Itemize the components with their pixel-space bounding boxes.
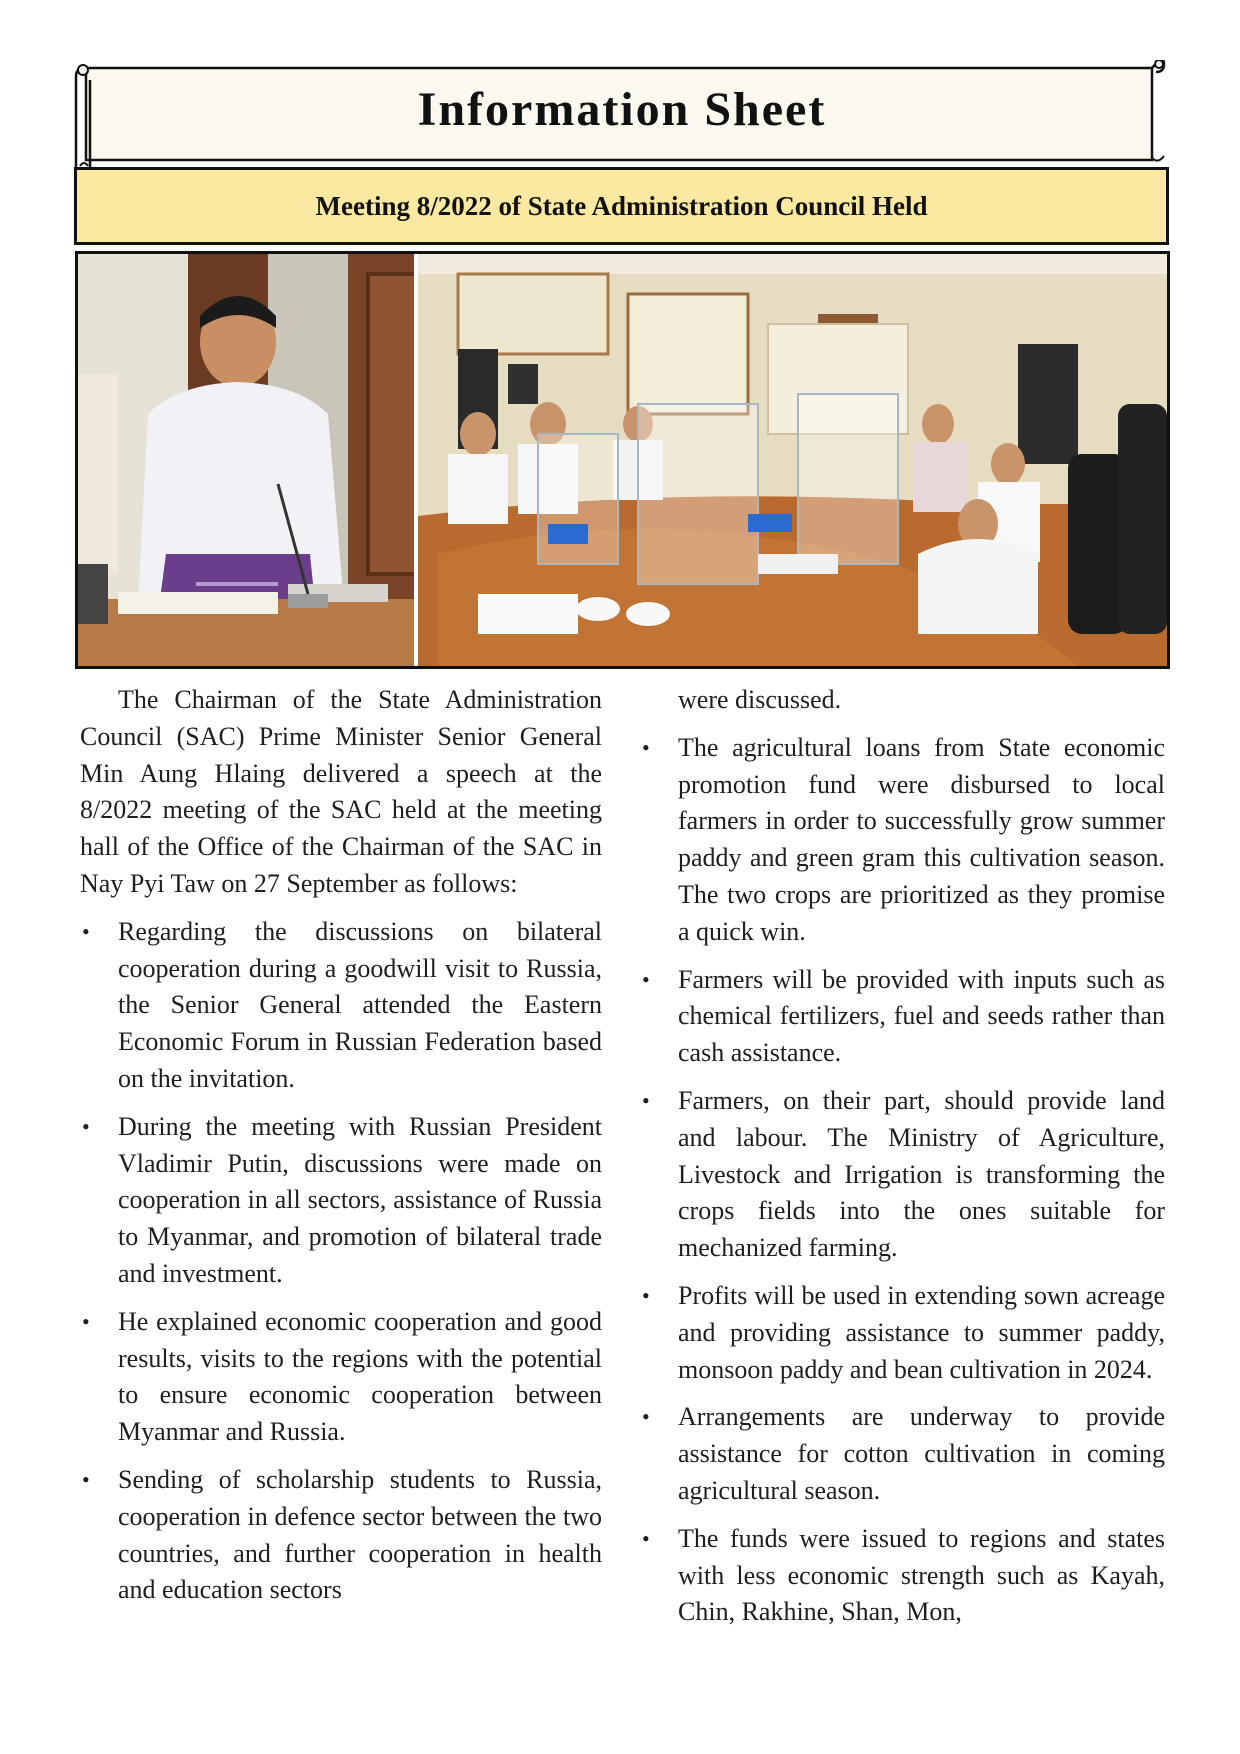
header-banner bbox=[74, 60, 1170, 166]
list-item bbox=[640, 962, 1165, 1072]
list-item-text: Regarding the discussions on bilateral cooperation during a goodwill visit to Russia, the Senior General attended the Eastern Economic Forum in Russian Federation based on the invitation. bbox=[118, 916, 602, 1093]
left-bullet-list bbox=[80, 914, 602, 1609]
list-item-text: He explained economic cooperation and good results, visits to the regions with the potential to ensure economic cooperation between Myanmar and Russia. bbox=[118, 1306, 602, 1447]
bullet-icon: • bbox=[82, 1113, 90, 1139]
bullet-icon: • bbox=[642, 1525, 650, 1551]
speaker-photo-panel bbox=[78, 254, 456, 666]
meeting-photo bbox=[75, 251, 1170, 669]
list-item bbox=[80, 914, 602, 1098]
meeting-subtitle: Meeting 8/2022 of State Administration Council Held bbox=[74, 167, 1169, 245]
right-text-column bbox=[640, 682, 1165, 1642]
bullet-icon: • bbox=[642, 1404, 650, 1430]
list-item-text: Sending of scholarship students to Russia, cooperation in defence sector between the two countries, and further cooperation in health and education sectors bbox=[118, 1464, 602, 1605]
list-item-text: Arrangements are underway to provide assistance for cotton cultivation in coming agricultural season. bbox=[678, 1402, 1165, 1505]
list-item-text: Farmers, on their part, should provide land and labour. The Ministry of Agriculture, Livestock and Irrigation is transforming the crops fields into the ones suitable for mechanized farming. bbox=[678, 1085, 1165, 1263]
left-text-column bbox=[80, 682, 602, 1620]
intro-paragraph: The Chairman of the State Administration Council (SAC) Prime Minister Senior General Min Aung Hlaing delivered a speech at the 8/2022 meeting of the SAC held at the meeting hall of the Office of the Chairman of the SAC in Nay Pyi Taw on 27 September as follows: bbox=[80, 685, 602, 898]
bullet-icon: • bbox=[82, 1308, 90, 1334]
right-bullet-list bbox=[640, 730, 1165, 1631]
list-item-text: The funds were issued to regions and states with less economic strength such as Kayah, Chin, Rakhine, Shan, Mon, bbox=[678, 1523, 1165, 1627]
list-item bbox=[640, 1399, 1165, 1509]
list-item-text: Farmers will be provided with inputs such as chemical fertilizers, fuel and seeds rather than cash assistance. bbox=[678, 964, 1165, 1068]
list-item bbox=[640, 1278, 1165, 1388]
bullet-icon: • bbox=[642, 1087, 650, 1113]
list-item-text: During the meeting with Russian President Vladimir Putin, discussions were made on cooperation in all sectors, assistance of Russia to Myanmar, and promotion of bilateral trade and investment. bbox=[118, 1111, 602, 1288]
list-item-text: The agricultural loans from State economic promotion fund were disbursed to local farmers in order to successfully grow summer paddy and green gram this cultivation season. The two crops are prioritized as they promise a quick win. bbox=[678, 732, 1165, 946]
list-item bbox=[640, 730, 1165, 951]
list-item bbox=[640, 1083, 1165, 1267]
list-item bbox=[80, 1109, 602, 1293]
list-item bbox=[80, 1304, 602, 1451]
page-title: Information Sheet bbox=[417, 83, 827, 136]
list-item bbox=[640, 1521, 1165, 1631]
conference-room-photo-panel bbox=[418, 254, 1167, 666]
bullet-icon: • bbox=[642, 1282, 650, 1308]
continuation-text: were discussed. bbox=[678, 685, 842, 714]
bullet-icon: • bbox=[82, 1466, 90, 1492]
bullet-icon: • bbox=[82, 918, 90, 944]
bullet-icon: • bbox=[642, 734, 650, 760]
list-item bbox=[80, 1462, 602, 1609]
bullet-icon: • bbox=[642, 966, 650, 992]
list-item-text: Profits will be used in extending sown acreage and providing assistance to summer paddy, monsoon paddy and bean cultivation in 2024. bbox=[678, 1280, 1165, 1384]
